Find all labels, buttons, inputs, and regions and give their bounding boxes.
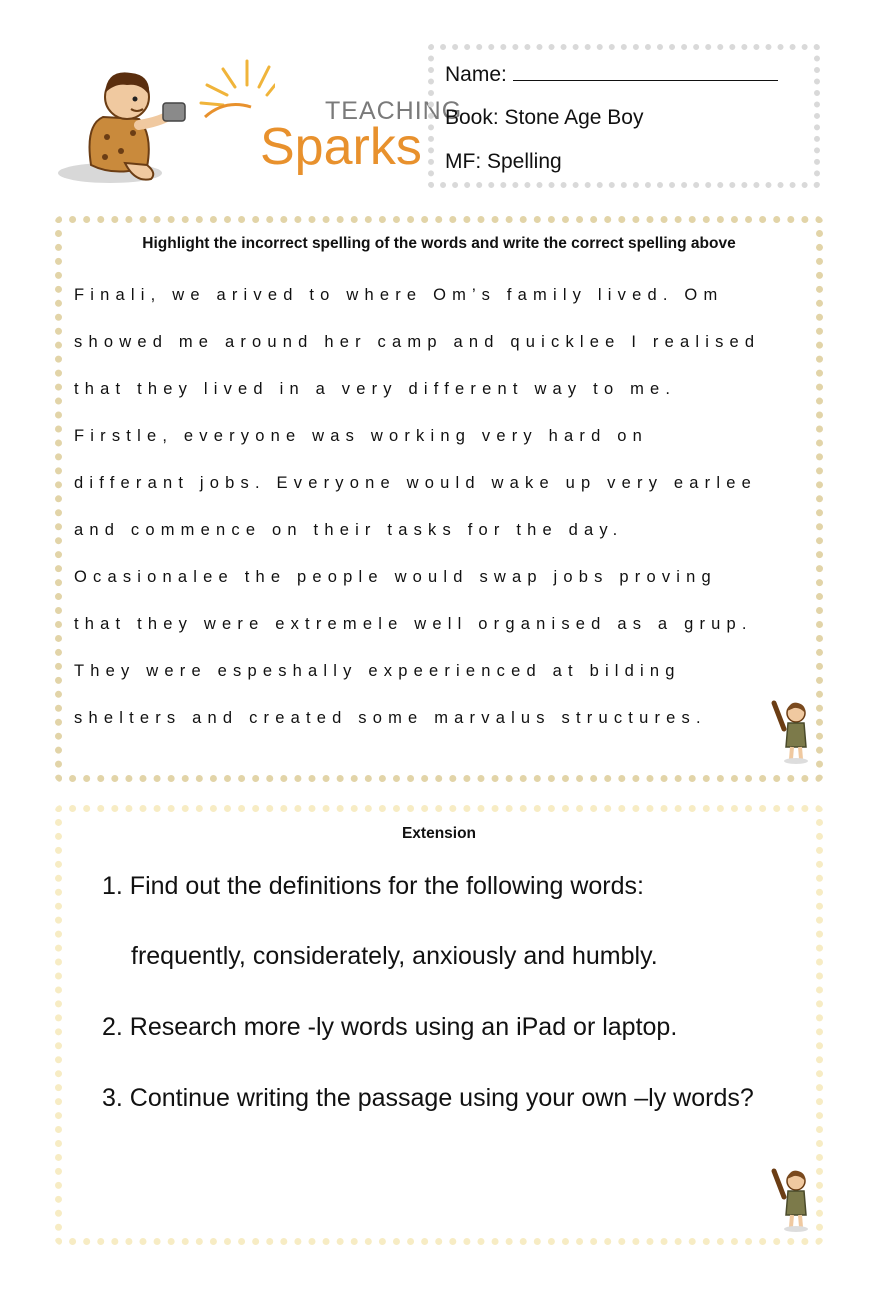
passage-line: shelters and created some marvalus structures. (74, 709, 707, 727)
passage-line: that they were extremele well organised as a grup. (74, 615, 753, 633)
passage-line: and commence on their tasks for the day. (74, 521, 624, 539)
caveboy-logo-icon (55, 55, 275, 195)
logo-teaching-text: TEACHING (325, 97, 463, 125)
extension-panel (55, 805, 823, 1245)
passage-line: that they lived in a very different way to me. (74, 380, 677, 398)
passage-line: Finali, we arived to where Om’s family lived. Om (74, 286, 724, 304)
info-box (428, 44, 820, 188)
passage-line: showed me around her camp and quicklee I realised (74, 333, 761, 351)
passage-line: Firstle, everyone was working very hard on (74, 427, 649, 445)
name-label: Name: (445, 63, 507, 86)
caveman-icon (768, 1167, 814, 1233)
passage-line: They were espeshally expeerienced at bilding (74, 662, 681, 680)
spelling-task-panel (55, 216, 823, 782)
extension-title: Extension (401, 825, 477, 842)
focus-label: MF: Spelling (445, 150, 562, 173)
extension-item: 3. Continue writing the passage using your own –ly words? (102, 1084, 754, 1112)
passage-line: Ocasionalee the people would swap jobs proving (74, 568, 717, 586)
book-title: Book: Stone Age Boy (445, 106, 644, 129)
caveman-icon (768, 699, 814, 765)
name-row (445, 62, 778, 87)
sunburst-icon (201, 61, 275, 105)
passage-line: differant jobs. Everyone would wake up very earlee (74, 474, 757, 492)
extension-item: 2. Research more -ly words using an iPad or laptop. (102, 1013, 678, 1041)
name-blank-field[interactable] (513, 62, 778, 81)
extension-item: frequently, considerately, anxiously and humbly. (131, 942, 658, 970)
teaching-sparks-logo (55, 55, 463, 195)
task-instructions: Highlight the incorrect spelling of the words and write the correct spelling above (142, 235, 736, 252)
extension-item: 1. Find out the definitions for the following words: (102, 872, 644, 900)
logo-sparks-text: Sparks (260, 118, 422, 176)
